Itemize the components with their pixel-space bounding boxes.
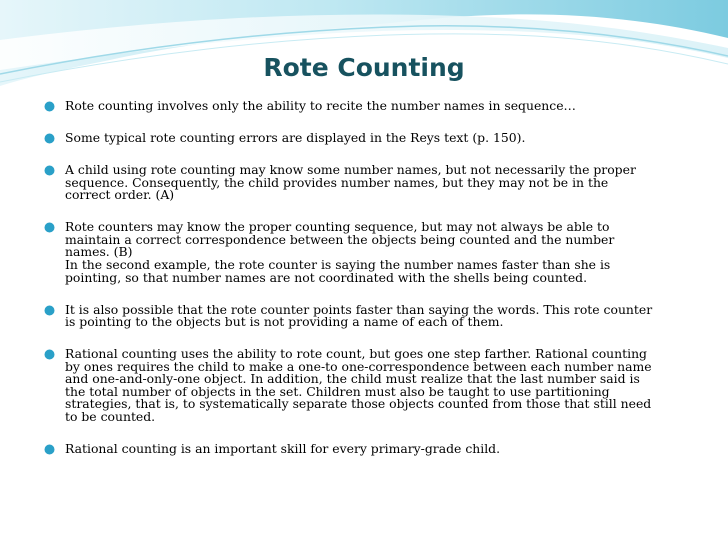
bullet-item xyxy=(0,443,728,456)
bullet-list xyxy=(0,100,728,475)
bullet-line: is pointing to the objects but is not providing a name of each of them. xyxy=(65,314,504,330)
bullet-line: A child using rote counting may know some number names, but not necessarily the proper xyxy=(65,161,636,177)
bullet-item xyxy=(0,129,728,145)
bullet-line: Rational counting is an important skill for every primary-grade child. xyxy=(65,441,501,457)
bullet-line: pointing, so that number names are not coordinated with the shells being counted. xyxy=(65,269,588,285)
bullet-line: the total number of objects in the set. Children must also be taught to use partitioning xyxy=(65,383,610,399)
bullet-item xyxy=(0,100,728,113)
bullet-point-icon xyxy=(44,165,55,176)
bullet-line: to be counted. xyxy=(65,409,156,425)
bullet-point-icon xyxy=(44,101,55,112)
bullet-line: It is also possible that the rote counter points faster than saying the words. This rote counter xyxy=(65,301,653,317)
bullet-line: names. (B) xyxy=(65,244,133,260)
bullet-point-icon xyxy=(44,349,55,360)
bullet-line: correct order. (A) xyxy=(65,187,175,203)
bullet-item xyxy=(0,161,728,203)
bullet-item xyxy=(0,221,728,284)
bullet-item xyxy=(0,301,728,330)
bullet-line: In the second example, the rote counter is saying the number names faster than she is xyxy=(65,256,611,272)
bullet-item xyxy=(0,348,728,424)
bullet-line: Rote counters may know the proper counting sequence, but may not always be able to xyxy=(65,219,610,235)
bullet-point-icon xyxy=(44,222,55,233)
bullet-line: Some typical rote counting errors are displayed in the Reys text (p. 150). xyxy=(65,129,526,145)
bullet-line: and one-and-only-one object. In addition, the child must realize that the last number said is xyxy=(65,371,640,387)
bullet-line: Rational counting uses the ability to rote count, but goes one step farther. Rational counting xyxy=(65,346,647,362)
bullet-line: sequence. Consequently, the child provides number names, but they may not be in the xyxy=(65,174,609,190)
bullet-line: strategies, that is, to systematically separate those objects counted from those that still need xyxy=(65,396,652,412)
bullet-line: maintain a correct correspondence between the objects being counted and the number xyxy=(65,231,615,247)
bullet-point-icon xyxy=(44,305,55,316)
bullet-line: by ones requires the child to make a one-to one-correspondence between each number name xyxy=(65,358,652,374)
slide-title: Rote Counting xyxy=(263,53,465,82)
bullet-line: Rote counting involves only the ability to recite the number names in sequence… xyxy=(65,98,576,113)
bullet-point-icon xyxy=(44,133,55,144)
bullet-point-icon xyxy=(44,444,55,455)
